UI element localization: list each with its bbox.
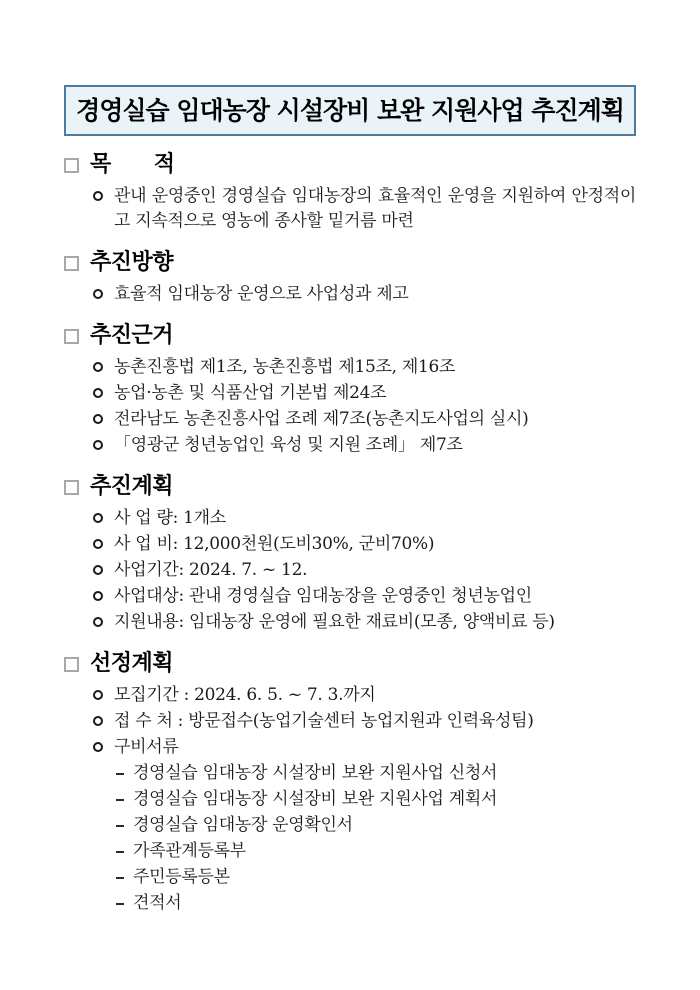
list-item-text: 효율적 임대농장 운영으로 사업성과 제고 <box>114 284 409 304</box>
dash-bullet-icon <box>116 903 124 905</box>
list-item <box>93 381 636 406</box>
list-item-text: 구비서류 <box>114 737 179 757</box>
sub-list-item-text: 견적서 <box>133 893 182 913</box>
sub-list-item-text: 경영실습 임대농장 시설장비 보완 지원사업 계획서 <box>133 789 498 809</box>
list-item-text: 사업기간: 2024. 7. ~ 12. <box>114 560 308 580</box>
square-bullet-icon <box>64 158 79 173</box>
circle-bullet-icon <box>93 539 103 549</box>
section-plan <box>64 472 636 635</box>
dash-bullet-icon <box>116 825 124 827</box>
list-item-text: 사 업 비: 12,000천원(도비30%, 군비70%) <box>114 534 435 554</box>
list-item-text: 「영광군 청년농업인 육성 및 지원 조례」 제7조 <box>114 435 463 455</box>
list-item <box>93 355 636 380</box>
square-bullet-icon <box>64 329 79 344</box>
sub-list-item-text: 가족관계등록부 <box>133 841 246 861</box>
square-bullet-icon <box>64 480 79 495</box>
sub-list-item <box>116 839 636 864</box>
section-heading-label: 선정계획 <box>90 651 174 676</box>
list-item-text: 접 수 처 : 방문접수(농업기술센터 농업지원과 인력육성팀) <box>114 711 534 731</box>
section-purpose <box>64 150 636 234</box>
circle-bullet-icon <box>93 191 103 201</box>
list-item-text: 전라남도 농촌진흥사업 조례 제7조(농촌지도사업의 실시) <box>114 409 529 429</box>
square-bullet-icon <box>64 657 79 672</box>
list-item-text: 관내 운영중인 경영실습 임대농장의 효율적인 운영을 지원하여 안정적이고 지속적으로 영농에 종사할 밑거름 마련 <box>114 186 636 231</box>
list-item-text: 농업·농촌 및 식품산업 기본법 제24조 <box>114 383 387 403</box>
section-heading-label: 추진계획 <box>90 474 174 499</box>
sub-list-item <box>116 865 636 890</box>
sub-list-item <box>116 891 636 916</box>
circle-bullet-icon <box>93 362 103 372</box>
section-heading-label: 추진방향 <box>90 250 174 275</box>
section-heading-label: 추진근거 <box>90 323 174 348</box>
list-item-text: 지원내용: 임대농장 운영에 필요한 재료비(모종, 양액비료 등) <box>114 612 555 632</box>
list-item <box>93 282 636 307</box>
circle-bullet-icon <box>93 690 103 700</box>
square-bullet-icon <box>64 256 79 271</box>
list-item <box>93 584 636 609</box>
circle-bullet-icon <box>93 388 103 398</box>
circle-bullet-icon <box>93 440 103 450</box>
circle-bullet-icon <box>93 513 103 523</box>
list-item <box>93 683 636 708</box>
sub-list-item-text: 경영실습 임대농장 시설장비 보완 지원사업 신청서 <box>133 763 498 783</box>
sub-list-item <box>116 787 636 812</box>
circle-bullet-icon <box>93 414 103 424</box>
list-item-text: 사 업 량: 1개소 <box>114 508 226 528</box>
sub-list-item-text: 주민등록등본 <box>133 867 230 887</box>
list-item <box>93 506 636 531</box>
section-basis <box>64 321 636 458</box>
page-title: 경영실습 임대농장 시설장비 보완 지원사업 추진계획 <box>76 96 624 125</box>
sub-list-item <box>116 813 636 838</box>
list-item-text: 농촌진흥법 제1조, 농촌진흥법 제15조, 제16조 <box>114 357 456 377</box>
circle-bullet-icon <box>93 716 103 726</box>
dash-bullet-icon <box>116 799 124 801</box>
document-title-box <box>64 85 636 136</box>
dash-bullet-icon <box>116 851 124 853</box>
list-item <box>93 610 636 635</box>
section-direction-heading <box>64 248 636 278</box>
list-item <box>93 184 636 234</box>
circle-bullet-icon <box>93 617 103 627</box>
list-item <box>93 709 636 734</box>
section-purpose-heading <box>64 150 636 180</box>
section-direction <box>64 248 636 307</box>
circle-bullet-icon <box>93 742 103 752</box>
list-item-text: 사업대상: 관내 경영실습 임대농장을 운영중인 청년농업인 <box>114 586 532 606</box>
section-basis-heading <box>64 321 636 351</box>
list-item <box>93 558 636 583</box>
section-selection <box>64 649 636 916</box>
circle-bullet-icon <box>93 289 103 299</box>
list-item-text: 모집기간 : 2024. 6. 5. ~ 7. 3.까지 <box>114 685 376 705</box>
section-plan-heading <box>64 472 636 502</box>
section-selection-heading <box>64 649 636 679</box>
circle-bullet-icon <box>93 565 103 575</box>
dash-bullet-icon <box>116 877 124 879</box>
section-heading-label: 목 적 <box>90 152 175 177</box>
list-item <box>93 735 636 760</box>
sub-list-item <box>116 761 636 786</box>
dash-bullet-icon <box>116 773 124 775</box>
list-item <box>93 433 636 458</box>
list-item <box>93 407 636 432</box>
sub-list-item-text: 경영실습 임대농장 운영확인서 <box>133 815 353 835</box>
list-item <box>93 532 636 557</box>
circle-bullet-icon <box>93 591 103 601</box>
